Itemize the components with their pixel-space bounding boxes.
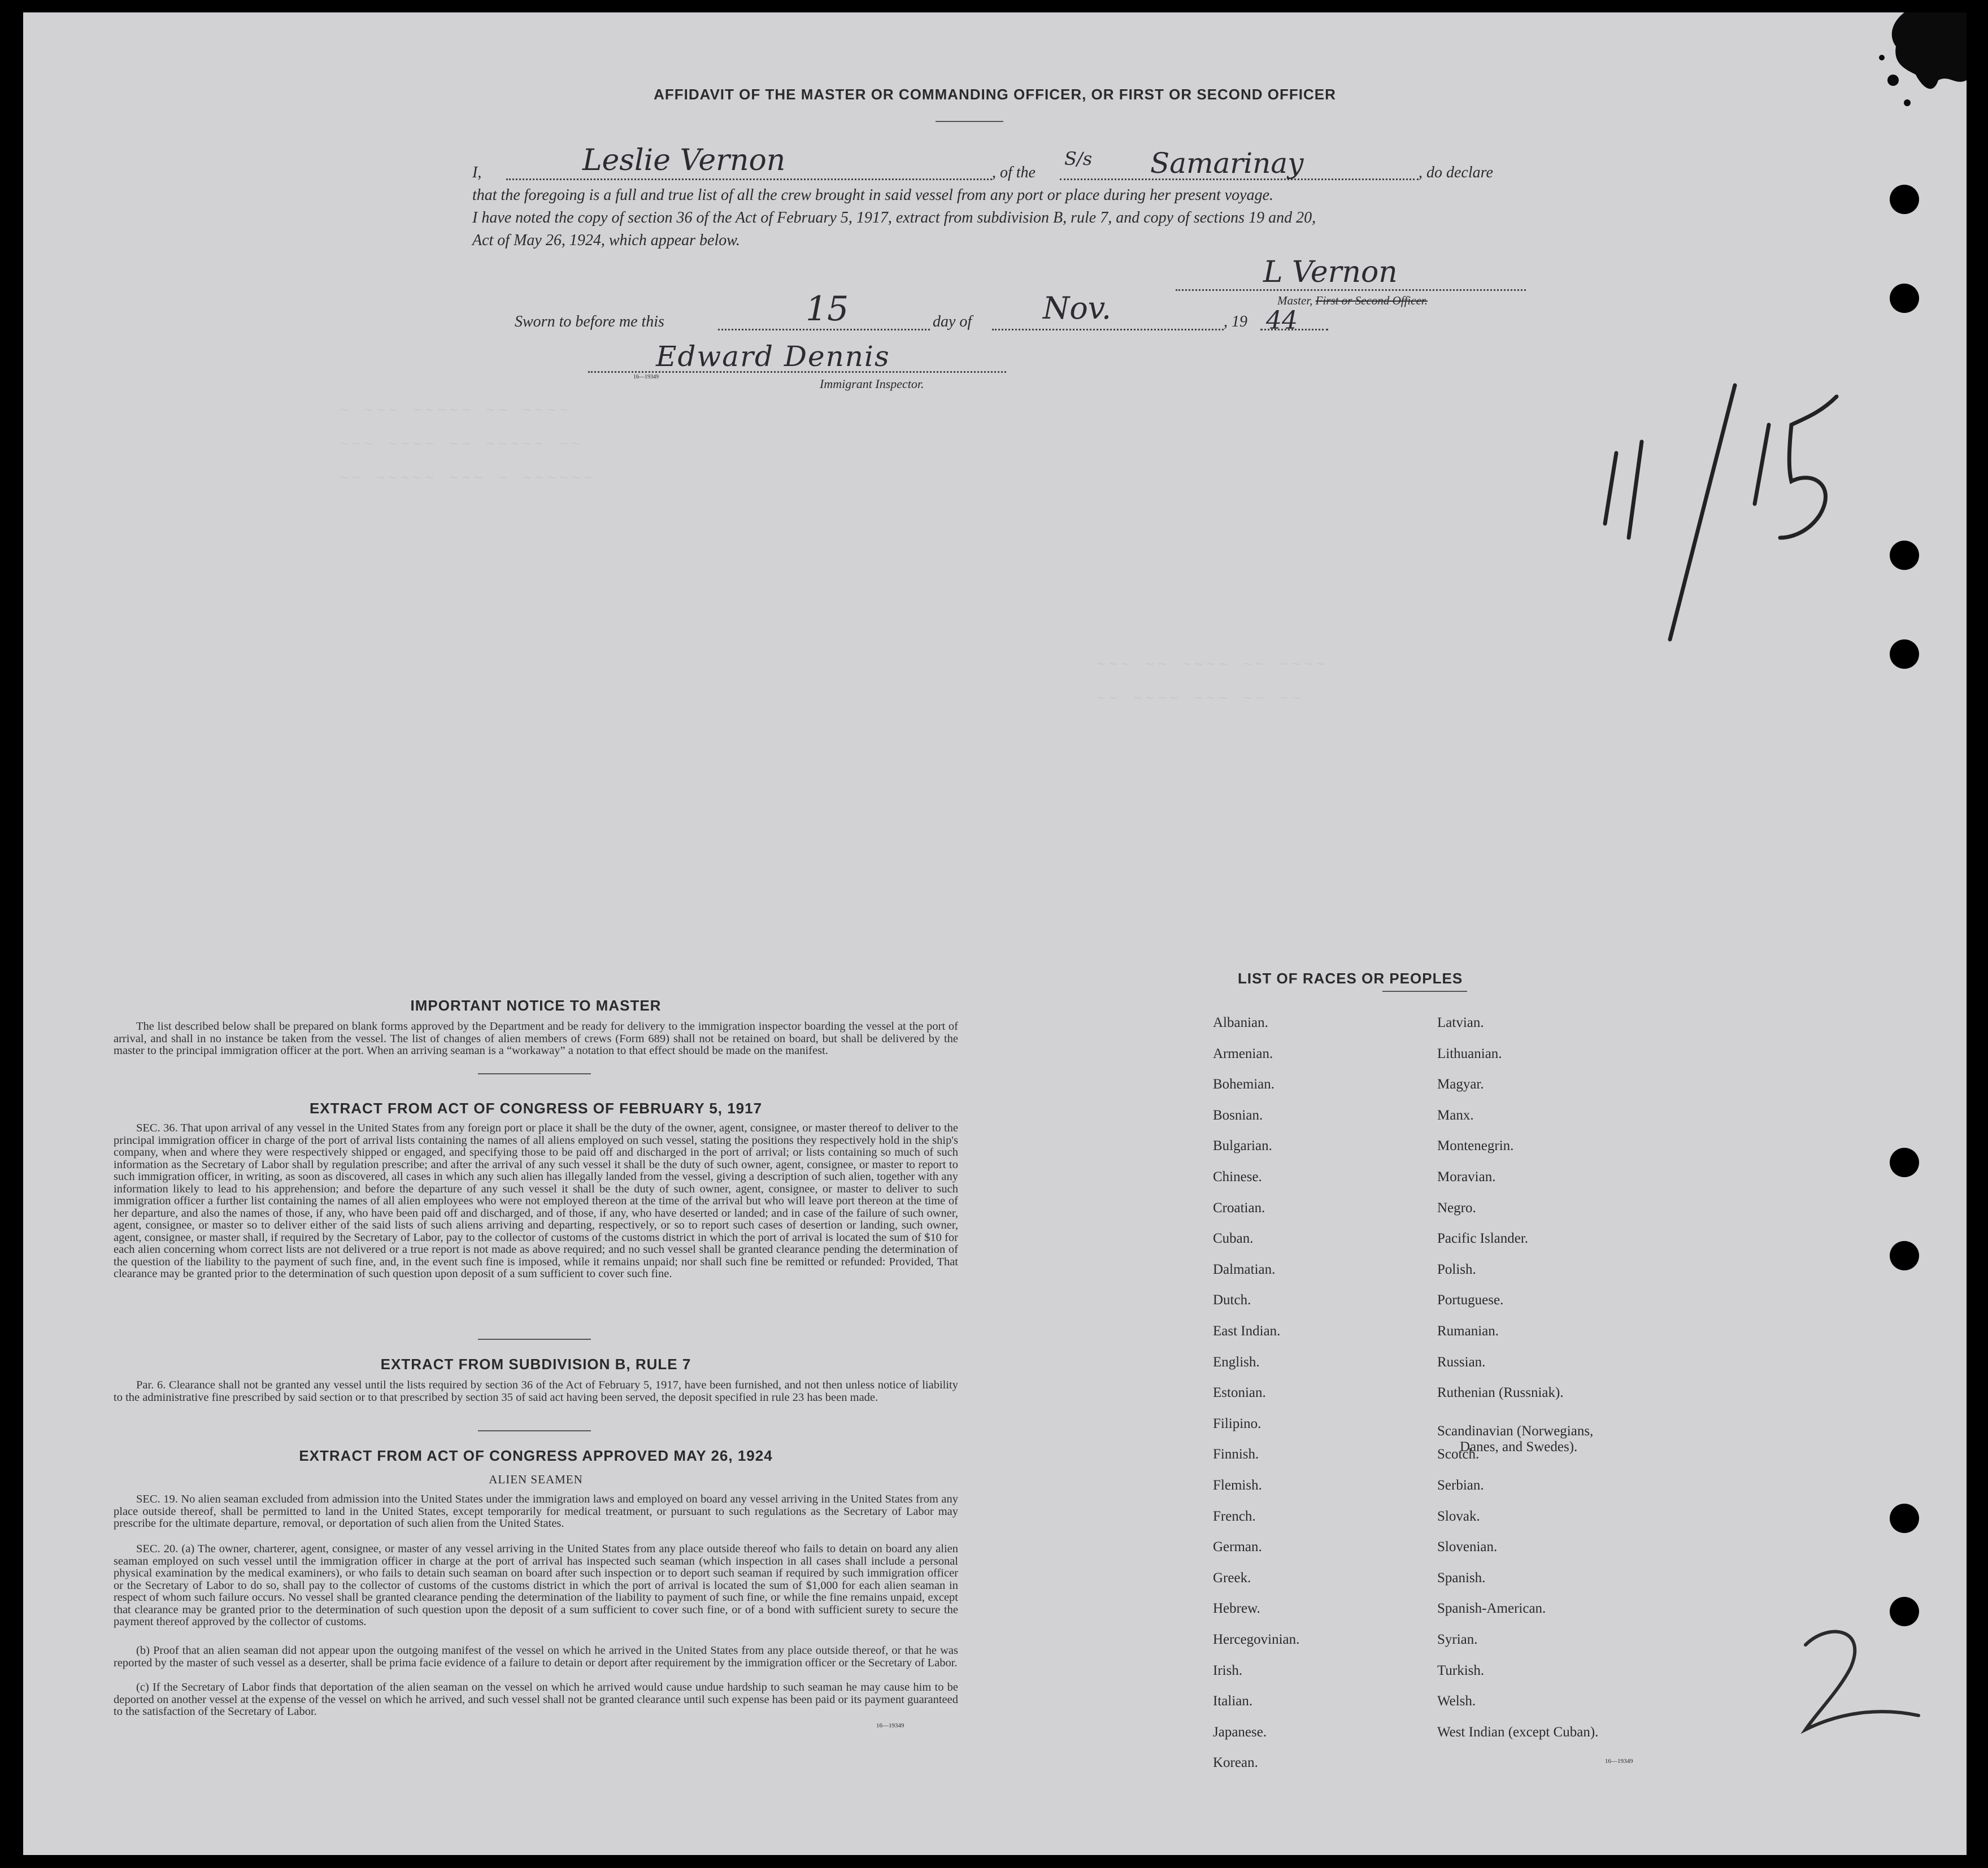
race-item: Rumanian. (1437, 1323, 1499, 1339)
section-rule (478, 1430, 591, 1431)
notice-text: The list described below shall be prepared on blank forms approved by the Department and be ready for delivery to the immigration inspector boarding the vessel at the port of arrival, and shall in no instance be taken from the vessel. The list of changes of alien members of crews (Form 689) shall not be retained on board, but shall be delivered by the master to the principal immigration officer at the port. When an arriving seaman is a “workaway” a notation to that effect should be made on the manifest. (114, 1020, 958, 1057)
document-page (23, 12, 1967, 1855)
vessel-name-handwritten: Samarinay (1150, 147, 1304, 180)
race-item: Filipino. (1213, 1416, 1261, 1431)
sec-20a-text: SEC. 20. (a) The owner, charterer, agent, consignee, or master of any vessel arriving in the United States from any place outside thereof who fails to detain on board any alien seaman employed on such vessel until the immigration officer in charge at the port of arrival has inspected such seaman (which inspection in all cases shall include a personal physical examination by the medical examiners), or who fails to detain such seaman on board after such inspection or to deport such seaman if required by such immigration officer or the Secretary of Labor to do so, shall pay to the collector of customs of the customs district in which the port of arrival is located the sum of $1,000 for each alien seaman in respect of whom such failure occurs. No vessel shall be granted clearance pending the determination of the liability to payment of such fine, or while the fine remains unpaid, except that clearance may be granted prior to the determination of such question upon the deposit of a sum sufficient to cover such fine, or of a bond with sufficient surety to secure the payment thereof approved by the collector of customs. (114, 1543, 958, 1628)
race-item: Armenian. (1213, 1046, 1273, 1061)
race-item: German. (1213, 1539, 1262, 1555)
race-item: Greek. (1213, 1570, 1251, 1586)
inspector-form-number: 16—19349 (633, 374, 659, 380)
ink-stain (1870, 12, 1967, 120)
race-item: Danes, and Swedes). (1460, 1439, 1578, 1455)
year-handwritten: 44 (1266, 306, 1298, 335)
officer-label-struck: First or Second Officer. (1315, 294, 1428, 307)
race-item: West Indian (except Cuban). (1437, 1724, 1599, 1740)
month-handwritten: Nov. (1043, 290, 1112, 326)
race-item: Ruthenian (Russniak). (1437, 1385, 1564, 1401)
race-item: Korean. (1213, 1755, 1258, 1771)
race-item: Turkish. (1437, 1662, 1485, 1678)
race-item: Bosnian. (1213, 1107, 1263, 1123)
punch-hole (1890, 284, 1919, 313)
race-item: Latvian. (1437, 1015, 1484, 1030)
rule-7-title: EXTRACT FROM SUBDIVISION B, RULE 7 (380, 1356, 691, 1373)
race-item: Moravian. (1437, 1169, 1496, 1185)
race-item: Manx. (1437, 1107, 1474, 1123)
bleed-through: ~~~ ~~ ~~~~ ~~ ~~~~ (1097, 656, 1329, 673)
race-item: Hercegovinian. (1213, 1632, 1300, 1647)
month-line (992, 329, 1224, 330)
notice-title: IMPORTANT NOTICE TO MASTER (410, 997, 662, 1014)
extract-1917-text: SEC. 36. That upon arrival of any vessel in the United States from any foreign port or place it shall be the duty of the owner, agent, consignee, or master thereof to deliver to the principal immigration officer in charge of the port of arrival lists containing the names of all aliens employed on such vessel, stating the positions they respectively hold in the ship's company, when and where they were respectively shipped or engaged, and specifying those to be paid off and discharged in the port of arrival; or lists containing so much of such information as the Secretary of Labor shall by regulation prescribe; and after the arrival of any such vessel it shall be the duty of such owner, agent, consignee, or master to report to such immigration officer, in writing, as soon as discovered, all cases in which any such alien has illegally landed from the vessel, giving a description of such alien, together with any information likely to lead to his apprehension; and before the departure of any such vessel it shall be the duty of such owner, agent, consignee, or master to deliver to such immigration officer a further list containing the names of all alien employees who were not employed thereon at the time of the arrival but who will leave port thereon at the time of her departure, and also the names of those, if any, who have been paid off and discharged, and of those, if any, who have deserted or landed; and in case of the failure of such owner, agent, consignee, or master so to deliver either of the said lists of such aliens arriving and departing, respectively, or so to report such cases of desertion or landing, such owner, agent, consignee, or master shall, if required by the Secretary of Labor, pay to the collector of customs of the customs district in which the port of arrival is located the sum of $10 for each alien concerning whom correct lists are not delivered or a true report is not made as above required; and no such vessel shall be granted clearance pending the determination of the question of the liability to the payment of such fine, and, in the event such fine is imposed, while it remains unpaid; nor shall such fine be remitted or refunded: Provided, That clearance may be granted prior to the determination of such question upon deposit of a sum sufficient to cover such fine. (114, 1122, 958, 1280)
bleed-through: ~~~ ~~~~ ~~ ~~~~~ ~~ (340, 436, 584, 453)
master-signature: L Vernon (1263, 255, 1398, 289)
sworn-label: Sworn to before me this (515, 313, 664, 330)
master-name-handwritten: Leslie Vernon (582, 143, 786, 177)
race-item: Slovak. (1437, 1508, 1480, 1524)
extract-1917-title: EXTRACT FROM ACT OF CONGRESS OF FEBRUARY 5, 1917 (309, 1100, 763, 1117)
race-item: Spanish-American. (1437, 1601, 1546, 1617)
race-item: Flemish. (1213, 1478, 1262, 1493)
punch-hole (1890, 1148, 1919, 1177)
race-item: Syrian. (1437, 1632, 1478, 1647)
alien-seamen-subtitle: ALIEN SEAMEN (489, 1473, 583, 1486)
vessel-prefix-handwritten: S/s (1064, 148, 1093, 169)
day-line (718, 329, 930, 330)
race-item: Italian. (1213, 1693, 1253, 1709)
race-item: Spanish. (1437, 1570, 1486, 1586)
races-title: LIST OF RACES OR PEOPLES (1238, 970, 1463, 987)
sec-20b-text: (b) Proof that an alien seaman did not appear upon the outgoing manifest of the vessel on which he arrived in the United States from any place outside thereof, or that he was reported by the master of such vessel as a deserter, shall be prima facie evidence of a failure to detain or deport after requirement by the immigration officer or the Secretary of Labor. (114, 1644, 958, 1669)
race-item: Scandinavian (Norwegians, (1437, 1423, 1594, 1439)
race-item: Lithuanian. (1437, 1046, 1502, 1061)
do-declare-label: , do declare (1419, 164, 1493, 181)
title-rule (936, 121, 1003, 122)
race-item: Albanian. (1213, 1015, 1268, 1030)
inspector-label: Immigrant Inspector. (820, 377, 924, 391)
i-label: I, (472, 164, 482, 181)
of-the-label: , of the (992, 164, 1036, 181)
race-item: Croatian. (1213, 1200, 1265, 1216)
extract-1924-title: EXTRACT FROM ACT OF CONGRESS APPROVED MAY 26, 1924 (299, 1447, 773, 1464)
race-item: Montenegrin. (1437, 1138, 1514, 1154)
race-item: Magyar. (1437, 1077, 1484, 1092)
form-number: 16—19349 (876, 1722, 904, 1729)
races-title-rule (1382, 991, 1467, 992)
sec-20c-text: (c) If the Secretary of Labor finds that deportation of the alien seaman on the vessel on which he arrived would cause undue hardship to such seaman he may cause him to be deported on another vessel at the expense of the vessel on which he arrived, and such vessel shall not be granted clearance until such expense has been paid or its payment guaranteed to the satisfaction of the Secretary of Labor. (114, 1681, 958, 1718)
race-item: French. (1213, 1508, 1256, 1524)
signature-line (1176, 289, 1526, 291)
inspector-signature: Edward Dennis (656, 340, 890, 373)
race-item: Hebrew. (1213, 1601, 1260, 1617)
race-item: Irish. (1213, 1662, 1243, 1678)
race-item: Negro. (1437, 1200, 1476, 1216)
punch-hole (1890, 1504, 1919, 1533)
bleed-through: ~~ ~~~~ ~~~ ~~ ~~ (1097, 690, 1304, 707)
rule-7-text: Par. 6. Clearance shall not be granted any vessel until the lists required by section 36 of the Act of February 5, 1917, have been furnished, and not then unless notice of liability to the administrative fine prescribed by said section or to that prescribed by section 35 of said act having been served, the deposit specified in rule 23 has been made. (114, 1379, 958, 1404)
race-item: Bohemian. (1213, 1077, 1275, 1092)
affidavit-line-3: I have noted the copy of section 36 of the Act of February 5, 1917, extract from subdivision B, rule 7, and copy of sections 19 and 20, (472, 209, 1316, 227)
affidavit-title: AFFIDAVIT OF THE MASTER OR COMMANDING OFFICER, OR FIRST OR SECOND OFFICER (654, 86, 1336, 103)
day-of-label: day of (933, 313, 972, 330)
section-rule (478, 1339, 591, 1340)
race-item: Welsh. (1437, 1693, 1476, 1709)
date-annotation-handwritten (1594, 374, 1910, 668)
race-item: East Indian. (1213, 1323, 1281, 1339)
race-item: Estonian. (1213, 1385, 1266, 1401)
race-item: Portuguese. (1437, 1292, 1504, 1308)
race-item: Scotch. (1437, 1447, 1480, 1462)
sec-19-text: SEC. 19. No alien seaman excluded from admission into the United States under the immigration laws and employed on board any vessel arriving in the United States from any place outside thereof, shall be permitted to land in the United States, except temporarily for medical treatment, or pursuant to such regulations as the Secretary of Labor may prescribe for the ultimate departure, removal, or deportation of such alien from the United States. (114, 1493, 958, 1530)
race-item: Pacific Islander. (1437, 1231, 1529, 1247)
affidavit-line-2: that the foregoing is a full and true list of all the crew brought in said vessel from any port or place during her present voyage. (472, 186, 1274, 204)
section-rule (478, 1073, 591, 1074)
day-handwritten: 15 (806, 289, 849, 329)
race-item: Russian. (1437, 1354, 1486, 1370)
race-item: Dalmatian. (1213, 1261, 1276, 1277)
bleed-through: ~ ~~~ ~~~~~ ~~ ~~~~ (340, 402, 572, 419)
race-item: Chinese. (1213, 1169, 1262, 1185)
punch-hole (1890, 185, 1919, 214)
race-item: Polish. (1437, 1261, 1476, 1277)
bleed-through: ~~ ~~~~~ ~~~ ~ ~~~~~~ (340, 470, 596, 487)
race-item: Cuban. (1213, 1231, 1254, 1247)
master-label: Master, (1277, 294, 1313, 307)
race-item: Slovenian. (1437, 1539, 1498, 1555)
races-form-number: 16—19349 (1605, 1758, 1633, 1765)
race-item: Bulgarian. (1213, 1138, 1272, 1154)
race-item: Dutch. (1213, 1292, 1251, 1308)
race-item: Finnish. (1213, 1447, 1259, 1462)
race-item: Serbian. (1437, 1478, 1484, 1493)
race-item: English. (1213, 1354, 1260, 1370)
punch-hole (1890, 1241, 1919, 1270)
year-prefix: , 19 (1224, 313, 1247, 330)
signature-caption (1277, 294, 1428, 308)
page-number-handwritten (1783, 1622, 1941, 1741)
race-item: Japanese. (1213, 1724, 1267, 1740)
affidavit-line-4: Act of May 26, 1924, which appear below. (472, 232, 740, 249)
name-line (506, 178, 992, 180)
